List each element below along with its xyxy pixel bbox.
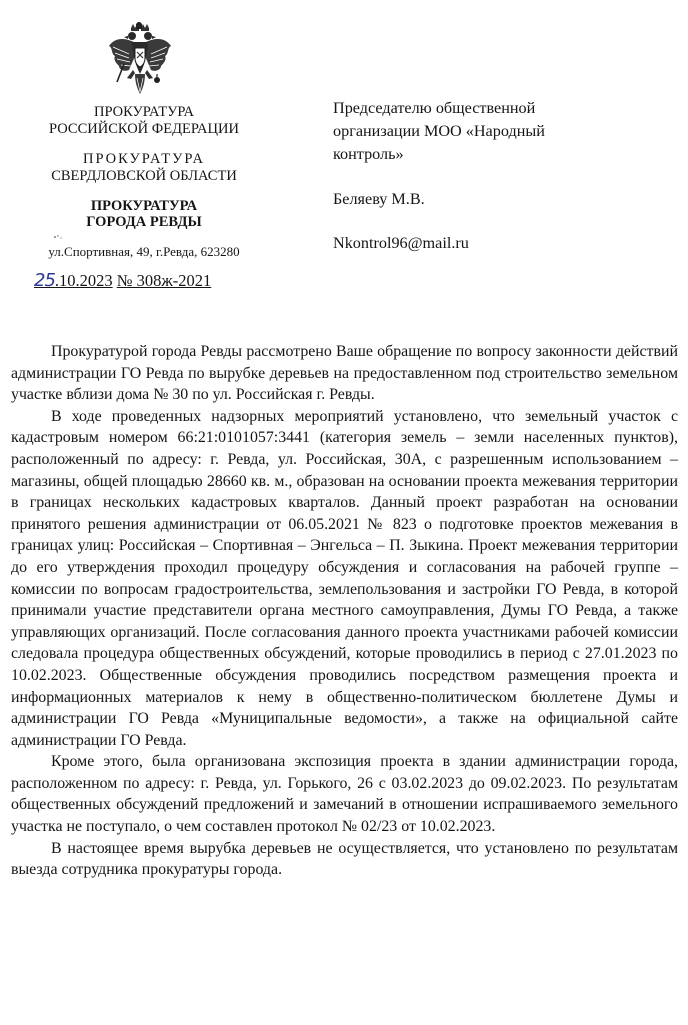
body-paragraph-2: В ходе проведенных надзорных мероприятий установлено, что земельный участок с кадастровым номером 66:21:0101057:3441 (категория земель – земли населенных пунктов), расположенный по адресу: г. Ревда, ул. Российская, 30А, с разрешенным использованием – магазины, общей площадью 28660 кв. м., образован на основании проекта межевания территории в границах нескольких кадастровых кварталов. Данный проект разработан на основании принятого решения администрации от 06.05.2021 № 823 о подготовке проектов межевания в границах улиц: Российская – Спортивная – Энгельса – П. Зыкина. Проект межевания территории до его утверждения проходил процедуру обсуждения и согласования на рабочей группе – комиссии по вопросам градостроительства, землепользования и застройки ГО Ревда, в которой принимали участие представители органа местного самоуправления, Думы ГО Ревда, а также управляющих организаций. После согласования данного проекта участниками рабочей комиссии следовала процедура общественных обсуждений, которые проводились в период с 27.01.2023 по 10.02.2023. Общественные обсуждения проводились посредством размещения проекта и информационных материалов к нему в общественно-политическом бюллетене Думы и администрации ГО Ревда «Муниципальные ведомости», а также на официальной сайте администрации ГО Ревда. [11,407,678,749]
recipient-block [333,97,653,255]
office-address: ул.Спортивная, 49, г.Ревда, 623280 [48,244,240,259]
letter-body [11,341,678,881]
office-name-line-3: ПРОКУРАТУРА [82,151,206,167]
recipient-email: Nkontrol96@mail.ru [333,234,469,252]
body-paragraph-4: В настоящее время вырубка деревьев не осуществляется, что установлено по результатам выезда сотрудника прокуратуры города. [11,839,678,879]
handwritten-date-day: 25 [34,270,55,291]
body-paragraph-1: Прокуратурой города Ревды рассмотрено Ваше обращение по вопросу законности действий администрации ГО Ревда по вырубке деревьев на предоставленном под строительство земельном участке вблизи дома № 30 по ул. Российская г. Ревды. [11,343,678,404]
office-name-line-4: СВЕРДЛОВСКОЙ ОБЛАСТИ [51,168,237,184]
recipient-name: Беляеву М.В. [333,190,425,208]
coat-of-arms-emblem [107,22,173,98]
recipient-line-3: контроль» [333,145,404,163]
office-name-line-5: ПРОКУРАТУРА [90,198,198,214]
office-name-line-2: РОССИЙСКОЙ ФЕДЕРАЦИИ [49,121,239,137]
office-name-line-6: ГОРОДА РЕВДЫ [86,214,202,230]
ink-dots-mark [52,234,64,242]
body-paragraph-3: Кроме этого, была организована экспозиция проекта в здании администрации города, расположенном по адресу: г. Ревда, ул. Горького, 26 с 03.02.2023 до 09.02.2023. По результатам общественных обсуждений предложений и замечаний в отношении испрашиваемого земельного участка не поступало, о чем составлен протокол № 02/23 от 10.02.2023. [11,753,678,836]
office-name-line-1: ПРОКУРАТУРА [93,104,195,120]
recipient-line-1: Председателю общественной [333,99,536,117]
outgoing-reference [34,270,211,291]
date-month-year: .10.2023 [54,271,113,290]
recipient-line-2: организации МОО «Народный [333,122,545,140]
outgoing-number: № 308ж-2021 [116,271,212,290]
